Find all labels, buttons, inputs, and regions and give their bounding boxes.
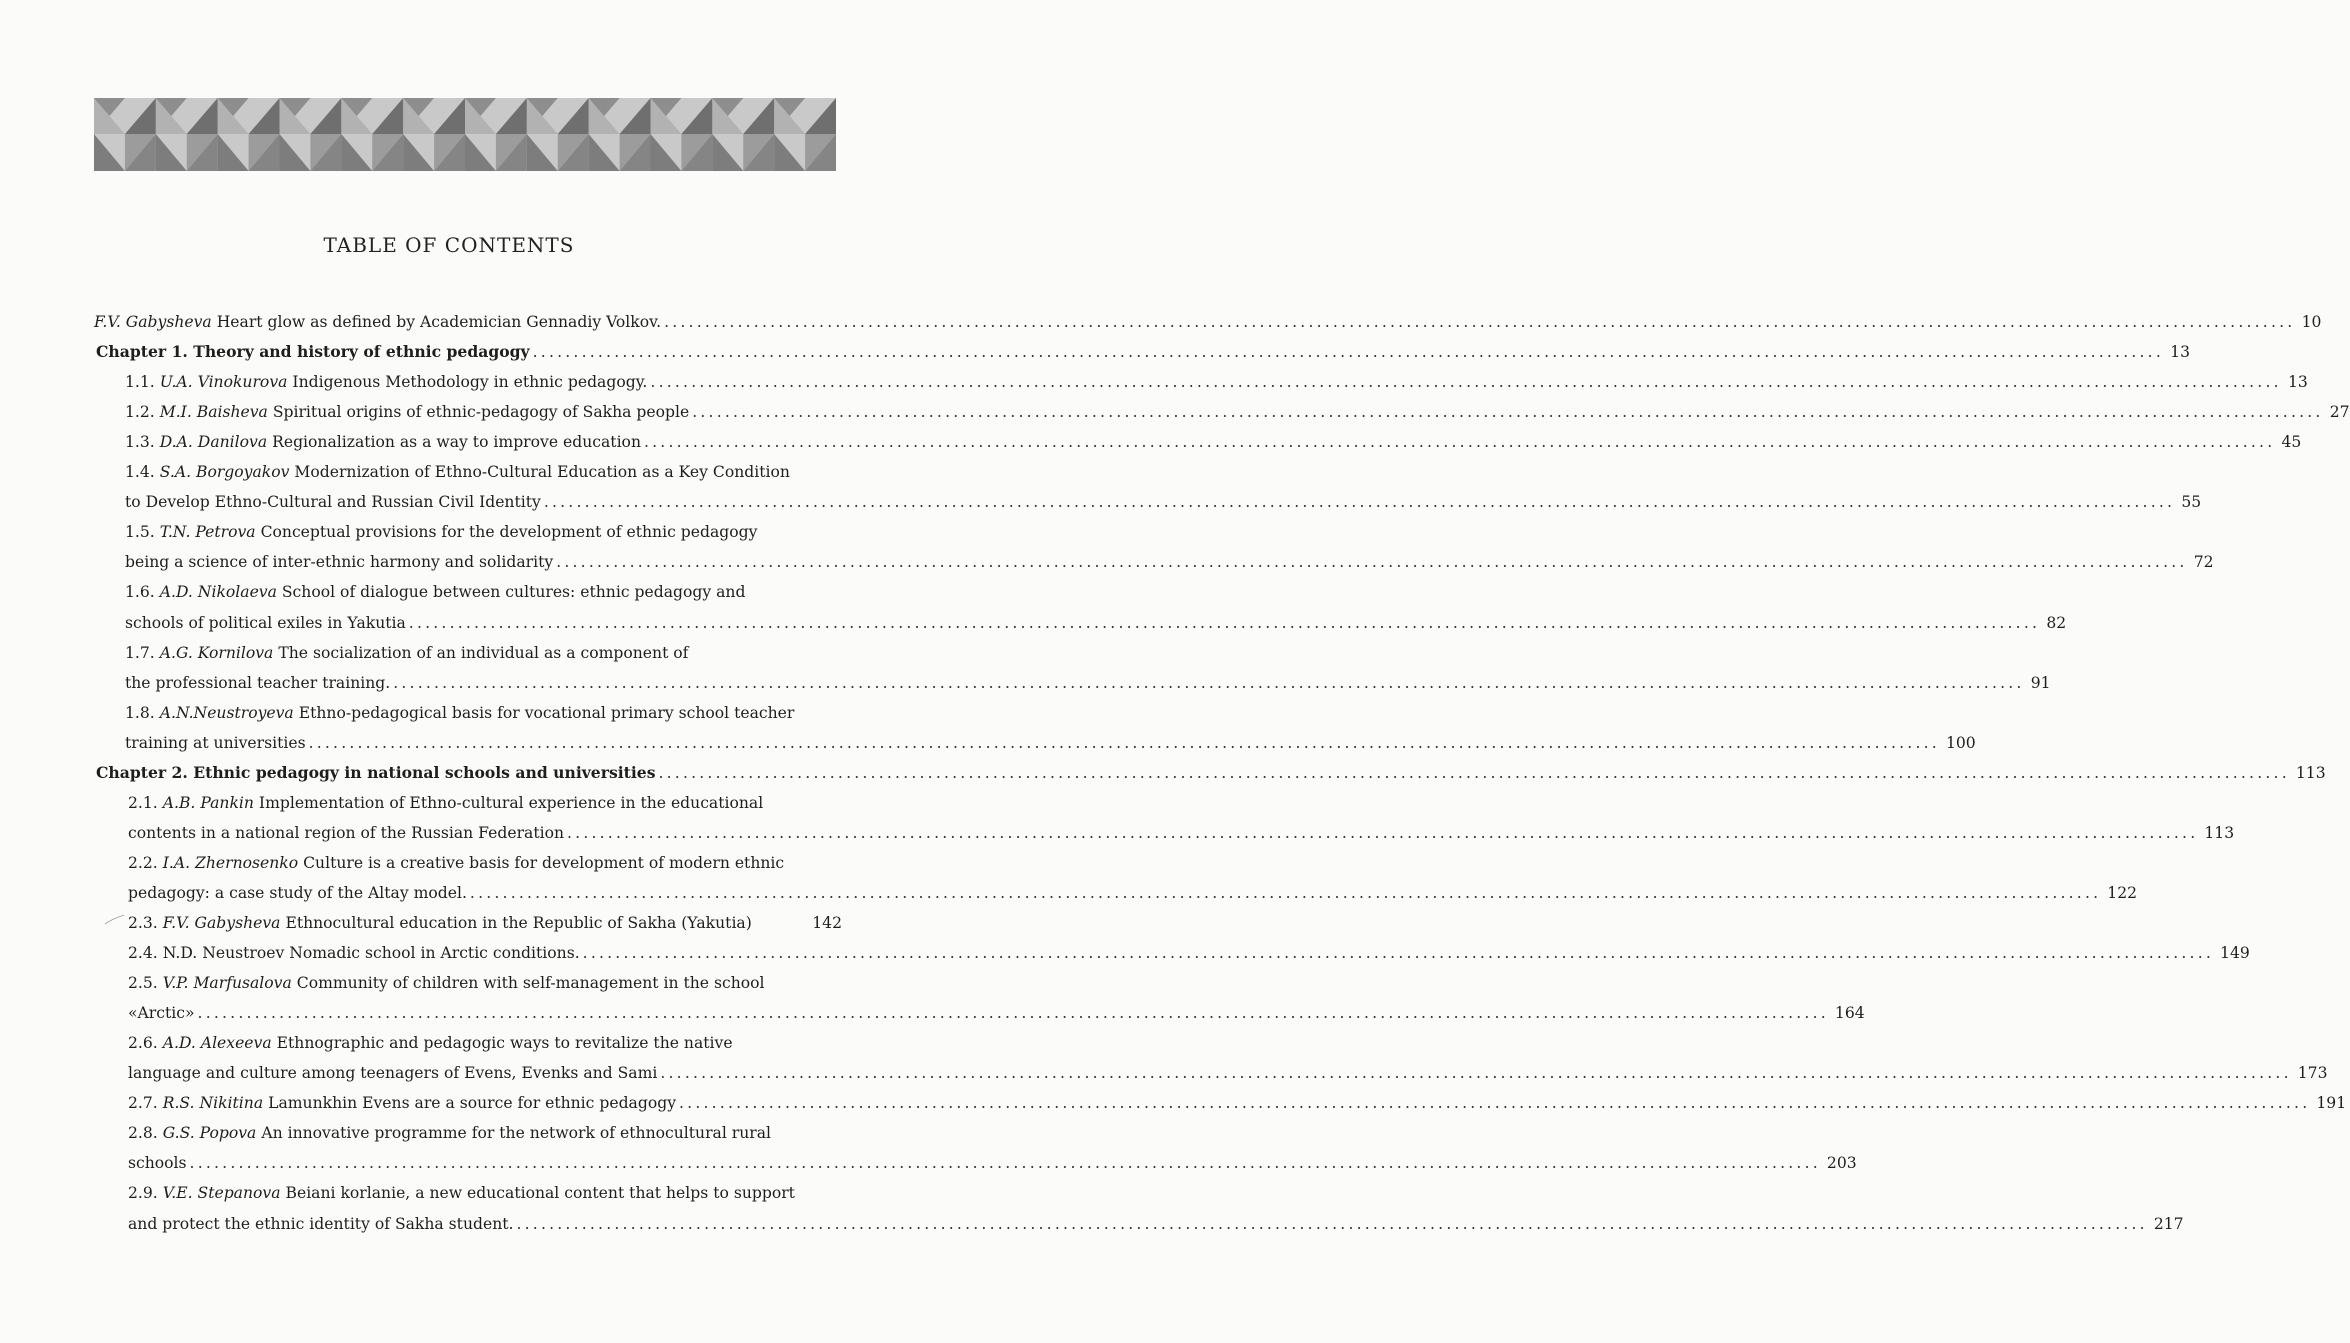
entry-title: Ethno-pedagogical basis for vocational primary school teacher <box>298 703 795 722</box>
entry-number: 2.7. <box>128 1094 158 1113</box>
entry-author: A.B. Pankin <box>162 793 254 812</box>
toc-entry-continuation <box>125 489 2202 515</box>
toc-entry-text <box>96 339 530 365</box>
page-number: 217 <box>2153 1214 2184 1233</box>
leader-dots: ........................................................................................................................................................................................................ <box>189 1154 1821 1173</box>
entry-title: Implementation of Ethno-cultural experience in the educational <box>258 793 764 812</box>
entry-author: A.D. Alexeeva <box>162 1034 272 1053</box>
toc-entry-text <box>128 820 564 846</box>
toc-entry <box>128 790 842 816</box>
toc-entry-text <box>125 704 794 722</box>
toc-entry <box>128 1180 842 1206</box>
toc-entry-text <box>128 880 467 906</box>
entry-author: G.S. Popova <box>162 1124 257 1143</box>
entry-title: Beiani korlanie, a new educational content that helps to support <box>285 1184 795 1203</box>
toc-entry-text <box>128 1060 657 1086</box>
page-number: 45 <box>2281 433 2302 452</box>
toc-entry-continuation <box>128 1000 1865 1026</box>
toc-entry-text <box>128 854 784 872</box>
entry-title: An innovative programme for the network of ethnocultural rural <box>261 1124 772 1143</box>
entry-title: Regionalization as a way to improve education <box>272 433 641 452</box>
entry-title: School of dialogue between cultures: ethnic pedagogy and <box>281 583 746 602</box>
toc-entry <box>128 850 842 876</box>
page-number: 173 <box>2297 1064 2328 1083</box>
entry-title: Indigenous Methodology in ethnic pedagogy. <box>292 373 648 392</box>
toc-entry-text <box>128 1090 676 1116</box>
leader-dots: ........................................................................................................................................................................................................ <box>643 433 2276 452</box>
toc-entry <box>128 910 842 936</box>
page-title: TABLE OF CONTENTS <box>323 233 575 257</box>
toc-entry-text <box>125 399 689 425</box>
toc-entry-text <box>128 940 580 966</box>
toc-entry <box>128 1120 842 1146</box>
entry-author: A.N.Neustroyeva <box>159 703 294 722</box>
toc-entry <box>128 940 2250 966</box>
entry-author: M.I. Baisheva <box>159 403 268 422</box>
entry-title: Modernization of Ethno-Cultural Education as a Key Condition <box>294 463 790 482</box>
toc-entry <box>125 459 842 485</box>
leader-dots: ........................................................................................................................................................................................................ <box>308 733 1940 752</box>
entry-number: 2.9. <box>128 1184 158 1203</box>
entry-title: The socialization of an individual as a component of <box>278 643 689 662</box>
toc-entry <box>128 970 842 996</box>
toc-entry-text <box>125 549 553 575</box>
entry-author: R.S. Nikitina <box>162 1094 264 1113</box>
toc-entry <box>96 339 2190 365</box>
leader-dots: ........................................................................................................................................................................................................ <box>650 373 2282 392</box>
entry-title: Community of children with self-management in the school <box>296 974 765 993</box>
entry-title-continuation: «Arctic» <box>128 1004 195 1023</box>
entry-author: U.A. Vinokurova <box>159 373 288 392</box>
page-number: 82 <box>2046 613 2067 632</box>
entry-author: A.G. Kornilova <box>159 643 274 662</box>
entry-author: V.E. Stepanova <box>162 1184 281 1203</box>
toc-entry <box>94 309 2322 335</box>
leader-dots: ........................................................................................................................................................................................................ <box>543 493 2176 512</box>
toc-entry-text <box>125 369 647 395</box>
entry-author: D.A. Danilova <box>159 433 268 452</box>
leader-dots: ........................................................................................................................................................................................................ <box>408 613 2041 632</box>
entry-title-continuation: and protect the ethnic identity of Sakha student. <box>128 1214 514 1233</box>
page-number: 72 <box>2193 553 2214 572</box>
page-number: 142 <box>812 914 842 932</box>
entry-number: 2.4. <box>128 944 158 963</box>
entry-title: Ethnographic and pedagogic ways to revitalize the native <box>276 1034 733 1053</box>
toc-entry-text <box>125 463 790 481</box>
entry-author: S.A. Borgoyakov <box>159 463 290 482</box>
entry-title-continuation: contents in a national region of the Russian Federation <box>128 823 565 842</box>
toc-entry <box>128 1030 842 1056</box>
toc-entry-text <box>125 670 390 696</box>
toc-entry <box>125 369 2308 395</box>
entry-number: 2.1. <box>128 793 158 812</box>
toc-entry-text <box>125 730 306 756</box>
leader-dots: ........................................................................................................................................................................................................ <box>469 883 2102 902</box>
toc-entry <box>125 579 842 605</box>
entry-title-continuation: training at universities <box>125 733 306 752</box>
toc-entry-text <box>96 760 655 786</box>
entry-number: 2.3. <box>128 914 158 932</box>
page-number: 91 <box>2030 673 2051 692</box>
toc-entry-text <box>128 974 765 992</box>
pencil-mark <box>104 913 126 925</box>
entry-title: Spiritual origins of ethnic-pedagogy of Sakha people <box>272 403 690 422</box>
leader-dots: ........................................................................................................................................................................................................ <box>664 313 2296 331</box>
toc-entry-text <box>128 1211 513 1237</box>
page-number: 113 <box>2204 823 2235 842</box>
toc-entry-text <box>125 429 641 455</box>
entry-author: V.P. Marfusalova <box>162 974 292 993</box>
leader-dots: ........................................................................................................................................................................................................ <box>660 1064 2292 1083</box>
entry-number: 2.6. <box>128 1034 158 1053</box>
entry-title-continuation: pedagogy: a case study of the Altay model. <box>128 883 467 902</box>
page-number: 203 <box>1826 1154 1857 1173</box>
leader-dots: ........................................................................................................................................................................................................ <box>393 673 2025 692</box>
leader-dots: ........................................................................................................................................................................................................ <box>556 553 2188 572</box>
toc-entry-text <box>94 309 661 335</box>
entry-number: 1.7. <box>125 643 155 662</box>
toc-entry-continuation <box>128 1060 2328 1086</box>
decorative-triangle-banner <box>94 98 836 171</box>
toc-entry <box>125 519 842 545</box>
entry-title: Lamunkhin Evens are a source for ethnic pedagogy <box>268 1094 677 1113</box>
toc-entry-text <box>125 583 745 601</box>
page-number: 13 <box>2170 343 2190 362</box>
toc-entry <box>125 640 842 666</box>
toc-entry-text <box>125 610 406 636</box>
page-number: 149 <box>2220 944 2250 963</box>
entry-title-continuation: schools <box>128 1154 187 1173</box>
toc-entry-text <box>128 910 812 936</box>
entry-title: N.D. Neustroev Nomadic school in Arctic conditions. <box>162 944 580 963</box>
toc-entry-text <box>128 1124 771 1142</box>
toc-entry <box>125 429 2302 455</box>
toc-entry-continuation <box>128 880 2138 906</box>
toc-entry-text <box>125 644 688 662</box>
toc-entry <box>128 1090 2347 1116</box>
entry-title: Conceptual provisions for the development of ethnic pedagogy <box>260 523 758 542</box>
toc-entry-text <box>125 489 541 515</box>
page-number: 122 <box>2107 883 2138 902</box>
entry-title-continuation: the professional teacher training. <box>125 673 391 692</box>
entry-title-continuation: to Develop Ethno-Cultural and Russian Civil Identity <box>125 493 541 512</box>
leader-dots: ........................................................................................................................................................................................................ <box>567 823 2199 842</box>
entry-title: Ethnocultural education in the Republic of Sakha (Yakutia) <box>285 914 752 932</box>
entry-number: 2.5. <box>128 974 158 993</box>
leader-dots: ........................................................................................................................................................................................................ <box>197 1004 1829 1023</box>
leader-dots: ........................................................................................................................................................................................................ <box>692 403 2324 422</box>
toc-entry-continuation <box>125 730 1976 756</box>
toc-entry <box>125 700 842 726</box>
leader-dots: ........................................................................................................................................................................................................ <box>679 1094 2311 1113</box>
leader-dots: ........................................................................................................................................................................................................ <box>532 343 2164 362</box>
entry-title-continuation: language and culture among teenagers of Evens, Evenks and Sami <box>128 1064 658 1083</box>
toc-entry-continuation <box>128 1150 1857 1176</box>
entry-number: 2.2. <box>128 853 158 872</box>
toc-entry-continuation <box>125 610 2067 636</box>
page-number: 100 <box>1945 733 1976 752</box>
page-number: 13 <box>2287 373 2308 392</box>
toc-entry-text <box>128 1150 187 1176</box>
entry-title: Culture is a creative basis for development of modern ethnic <box>303 853 785 872</box>
entry-number: 2.8. <box>128 1124 158 1143</box>
entry-title-continuation: schools of political exiles in Yakutia <box>125 613 406 632</box>
toc-entry <box>125 399 2350 425</box>
page-number: 55 <box>2181 493 2202 512</box>
entry-author: F.V. Gabysheva <box>94 313 212 331</box>
entry-number: 1.3. <box>125 433 155 452</box>
entry-number: 1.4. <box>125 463 155 482</box>
entry-author: T.N. Petrova <box>159 523 256 542</box>
chapter-heading: Chapter 2. Ethnic pedagogy in national schools and universities <box>96 762 656 782</box>
toc-entry-continuation <box>125 549 2214 575</box>
toc-entry <box>96 760 2326 786</box>
entry-number: 1.5. <box>125 523 155 542</box>
toc-entry-continuation <box>125 670 2051 696</box>
entry-title: Heart glow as defined by Academician Gennadiy Volkov. <box>216 313 662 331</box>
entry-author: F.V. Gabysheva <box>162 914 281 932</box>
toc-entry-text <box>125 523 757 541</box>
toc-entry-continuation <box>128 1211 2184 1237</box>
entry-number: 1.2. <box>125 403 155 422</box>
leader-dots: ........................................................................................................................................................................................................ <box>658 763 2290 782</box>
chapter-heading: Chapter 1. Theory and history of ethnic pedagogy <box>96 342 530 362</box>
page-number: 191 <box>2316 1094 2347 1113</box>
entry-author: I.A. Zhernosenko <box>162 853 299 872</box>
page-number: 113 <box>2295 763 2326 782</box>
toc-entry-text <box>128 794 763 812</box>
page-number: 10 <box>2301 313 2322 331</box>
entry-number: 1.8. <box>125 703 155 722</box>
leader-dots: ........................................................................................................................................................................................................ <box>516 1214 2148 1233</box>
page-number: 27 <box>2329 403 2350 422</box>
entry-author: A.D. Nikolaeva <box>159 583 277 602</box>
entry-title-continuation: being a science of inter-ethnic harmony and solidarity <box>125 553 554 572</box>
toc-entry-continuation <box>128 820 2235 846</box>
entry-number: 1.6. <box>125 583 155 602</box>
toc-entry-text <box>128 1034 733 1052</box>
toc-entry-text <box>128 1000 195 1026</box>
leader-dots: ........................................................................................................................................................................................................ <box>582 944 2215 963</box>
toc-entry-text <box>128 1184 795 1202</box>
entry-number: 1.1. <box>125 373 155 392</box>
page-number: 164 <box>1834 1004 1865 1023</box>
